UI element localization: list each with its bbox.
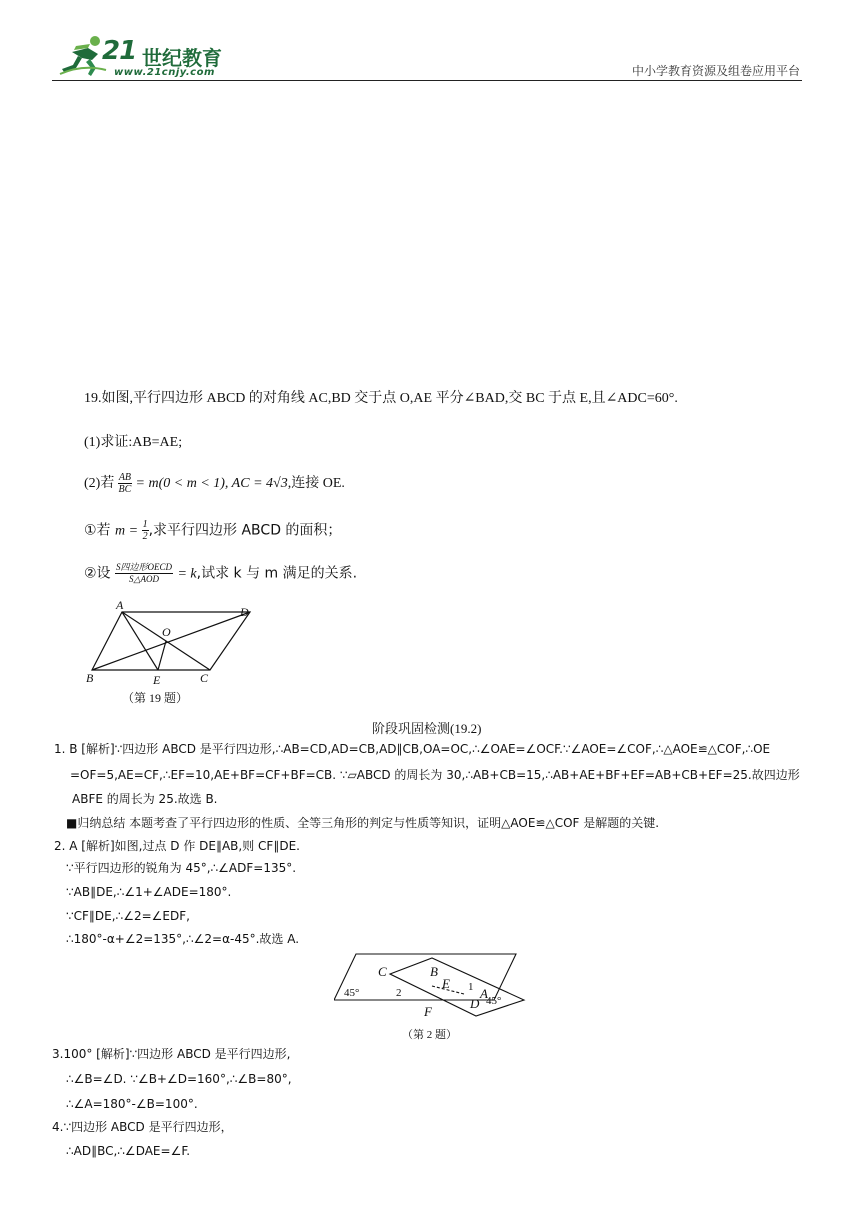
q19-sub1-suffix: ,求平行四边形 ABCD 的面积； [148,522,342,539]
label-e: E [442,976,450,991]
label-d: D [240,605,249,619]
answer1-line3: ABFE 的周长为 25.故选 B. [72,792,218,806]
fraction-numerator: AB [118,472,132,484]
label-a: A [480,986,488,1001]
q19-part2 [84,472,345,495]
q19-sub1-math: m = [115,523,142,539]
q19-sub2-suffix: ,试求 k 与 m 满足的关系. [196,565,358,582]
label-c: C [200,671,209,685]
label-45-left: 45° [344,987,360,999]
q19-sub1-prefix: ①若 [84,522,116,539]
label-angle1: 1 [468,981,474,993]
q19-part1: (1)求证:AB=AE; [84,435,183,450]
header-divider [52,80,802,81]
logo-number: 21 [102,36,137,66]
label-d: D [470,996,480,1011]
q2-figure-caption: （第 2 题） [402,1029,457,1041]
bisector-ae [122,612,158,670]
q19-part2-fraction [118,472,132,495]
answer2-line3: ∵AB∥DE,∴∠1+∠ADE=180°. [66,885,232,899]
answer1-line1: 1. B [解析]∵四边形 ABCD 是平行四边形,∴AB=CD,AD=CB,AD∥CB,OA=OC,∴∠OAE=∠OCF.∵∠AOE=∠COF,∴△AOE≌△COF,∴OE [54,742,771,756]
fraction-numerator: 1 [142,519,148,530]
fraction-denominator: BC [118,484,132,496]
q19-part2-prefix: (2)若 [84,476,115,491]
label-e: E [153,673,161,687]
label-a: A [116,598,124,612]
label-45-right: 45° [486,995,502,1007]
logo-url: www.21cnjy.com [114,67,215,78]
answer4-line1: 4.∵四边形 ABCD 是平行四边形， [52,1120,233,1134]
fraction-denominator: 2 [142,531,148,542]
diagonal-bd [92,612,250,670]
label-b: B [86,671,94,685]
q19-sub1 [84,519,341,542]
fraction-numerator: S四边形OECD [116,562,173,572]
q19-part2-suffix: ,连接 OE. [287,476,345,491]
q19-figure-caption: （第 19 题） [122,691,189,705]
answer3-line1: 3.100° [解析]∵四边形 ABCD 是平行四边形, [52,1047,291,1061]
answer2-line5: ∴180°-α+∠2=135°,∴∠2=α-45°.故选 A. [66,932,300,946]
answer2-line2: ∵平行四边形的锐角为 45°,∴∠ADF=135°. [66,861,297,875]
q19-part2-math: = m(0 < m < 1), AC = 4√3 [135,476,288,491]
fraction-denominator: S△AOD [129,574,159,584]
q19-figure [82,598,262,710]
label-angle2: 2 [396,987,402,999]
answer2-line4: ∵CF∥DE,∴∠2=∠EDF, [66,909,190,923]
q19-sub2 [84,562,357,585]
q19-stem: 19.如图,平行四边形 ABCD 的对角线 AC,BD 交于点 O,AE 平分∠BAD,交 BC 于点 E,且∠ADC=60°. [84,391,678,406]
q19-sub2-fraction [115,562,173,585]
section-title: 阶段巩固检测(19.2) [372,721,482,736]
label-c: C [378,964,387,979]
label-b: B [430,964,438,979]
answer1-line2: =OF=5,AE=CF,∴EF=10,AE+BF=CF+BF=CB. ∵▱ABCD 的周长为 30,∴AB+CB=15,∴AB+AE+BF+EF=AB+CB+EF=25.故四边形 [70,768,800,782]
answer3-line3: ∴∠A=180°-∠B=100°. [66,1097,198,1111]
answer3-line2: ∴∠B=∠D. ∵∠B+∠D=160°,∴∠B=80°, [66,1072,292,1086]
q19-sub2-prefix: ②设 [84,565,111,582]
logo-title: 世纪教育 [142,46,222,70]
answer1-summary: ■归纳总结 本题考查了平行四边形的性质、全等三角形的判定与性质等知识，证明△AOE≌△COF 是解题的关键. [66,816,660,830]
site-logo [58,36,228,80]
header-platform-name: 中小学教育资源及组卷应用平台 [631,64,800,78]
label-o: O [162,625,171,639]
runner-logo-icon [58,34,108,78]
q19-sub1-fraction [142,519,149,542]
answer4-line2: ∴AD∥BC,∴∠DAE=∠F. [66,1144,191,1158]
q19-sub2-math: = k [177,566,197,582]
label-f: F [424,1004,432,1019]
small-parallelogram [390,958,524,1016]
q2-figure [334,948,530,1044]
answer2-line1: 2. A [解析]如图,过点 D 作 DE∥AB,则 CF∥DE. [54,839,300,853]
